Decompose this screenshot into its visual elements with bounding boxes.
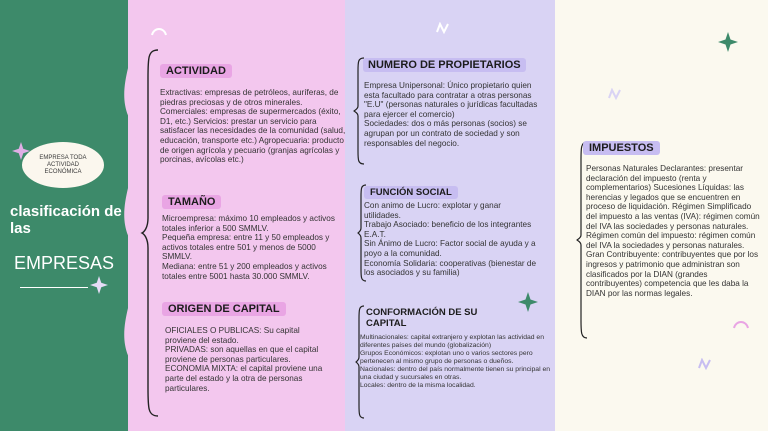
squiggle-icon <box>436 22 450 34</box>
main-title-line2: EMPRESAS <box>14 253 115 273</box>
funcion-text: Con animo de Lucro: explotar y ganar utilidades. Trabajo Asociado: beneficio de los integrantes E.A.T. Sin Ánimo de Lucro: Factor social de ayuda y a poyo a la comunidad. Economía Solidaria: cooperativas (bienestar de los asociados y su familia) <box>364 201 537 278</box>
impuestos-text: Personas Naturales Declarantes: presentar declaración del impuesto (renta y complementarios) Sucesiones Líquidas: las herencias y legados que se encuentren en proceso de liquidación. Régimen Simplificado del impuesto a las ventas (IVA): régimen común del IVA las sociedades y personas naturales. Régimen común del impuesto: régimen común del IVA la sociedades y personas naturales. Gran Contribuyente: contribuyentes que por los ingresos y patrimonio que administran son clasificados por la DIAN (grandes contribuyentes) competencia que les daba la DIAN por las normas legales. <box>586 164 760 298</box>
propietarios-text: Empresa Unipersonal: Único propietario quien esta facultado para contratar a otras personas "E.U" (personas naturales o jurídicas facultadas para ejercer el comercio) Sociedades: dos o más personas (socios) se agrupan por un contrato de sociedad y son responsables del negocio. <box>364 81 538 148</box>
actividad-heading: ACTIVIDAD <box>160 64 232 78</box>
propietarios-heading: NUMERO DE PROPIETARIOS <box>363 58 526 72</box>
main-title-line1: clasificación de las <box>10 203 122 237</box>
squiggle-icon <box>150 25 168 37</box>
actividad-text: Extractivas: empresas de petróleos, auríferas, de piedras preciosas y de otros minerales. Comerciales: empresas de supermercados (éxito, D1, etc.) Servicios: prestar un servicio para satisfacer las necesidades de la comunidad (salud, educación, transporte etc.) Agropecuaria: producto de origen agrícola y pecuario (granjas agrícolas y porcinas, avícolas etc.) <box>160 88 346 165</box>
tamano-text: Microempresa: máximo 10 empleados y activos totales inferior a 500 SMMLV. Pequeña empresa: entre 11 y 50 empleados y activos totales entre 501 y menos de 5000 SMMLV. Mediana: entre 51 y 200 empleados y activos totales entre 5001 hasta 30.000 SMMLV. <box>162 214 335 281</box>
impuestos-heading: IMPUESTOS <box>583 141 660 155</box>
star-icon <box>518 292 538 312</box>
conformacion-text: Multinacionales: capital extranjero y explotan las actividad en diferentes países del mundo (globalización) Grupos Económicos: explotan uno o varios sectores pero pertenecen al mismo grupo de personas o dueños. Nacionales: dentro del país normalmente tienen su principal en una ciudad y sucursales en otras. Locales: dentro de la misma localidad. <box>360 334 551 389</box>
squiggle-icon <box>608 88 622 100</box>
origen-text: OFICIALES O PUBLICAS: Su capital proviene del estado. PRIVADAS: son aquellas en que el capital proviene de personas particulares. ECONOMIA MIXTA: el capital proviene una parte del estado y la otra de personas particulares. <box>165 326 323 393</box>
funcion-heading: FUNCIÓN SOCIAL <box>364 186 458 199</box>
origen-heading: ORIGEN DE CAPITAL <box>162 302 286 316</box>
left-brace <box>140 48 160 418</box>
oval-text: EMPRESA TODA ACTIVIDAD ECONÓMICA <box>39 154 87 175</box>
star-icon <box>718 32 738 52</box>
squiggle-icon <box>732 318 750 330</box>
squiggle-icon <box>698 358 712 370</box>
conformacion-heading: CONFORMACIÓN DE SU CAPITAL <box>366 307 478 329</box>
title-underline <box>20 287 88 288</box>
economic-activity-oval <box>22 142 104 188</box>
star-icon <box>12 142 30 160</box>
tamano-heading: TAMAÑO <box>162 195 221 209</box>
star-icon <box>90 276 108 294</box>
